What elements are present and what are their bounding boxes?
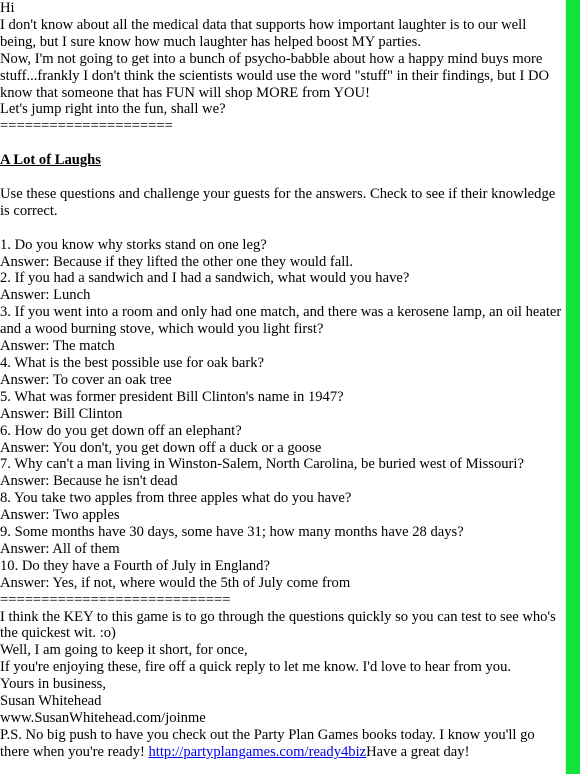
quiz-question: 3. If you went into a room and only had one match, and there was a kerosene lamp, an oil heater and a wood burning stove, which would you light first? bbox=[0, 304, 562, 338]
quiz-answer: Answer: Lunch bbox=[0, 287, 91, 304]
spacer bbox=[0, 220, 562, 237]
quiz-question: 1. Do you know why storks stand on one leg? bbox=[0, 236, 267, 253]
postscript bbox=[0, 727, 562, 761]
quiz-question: 9. Some months have 30 days, some have 31; how many months have 28 days? bbox=[0, 524, 464, 541]
divider: ===================== bbox=[0, 118, 173, 135]
quiz-answer: Answer: Yes, if not, where would the 5th of July come from bbox=[0, 574, 351, 591]
quiz-question: 10. Do they have a Fourth of July in England? bbox=[0, 557, 270, 574]
quiz-answer: Answer: The match bbox=[0, 338, 115, 355]
closing-paragraph: Well, I am going to keep it short, for once, bbox=[0, 642, 248, 659]
section-heading: A Lot of Laughs bbox=[0, 152, 101, 169]
spacer bbox=[0, 135, 562, 152]
signoff: Yours in business, bbox=[0, 676, 106, 693]
quiz-question: 5. What was former president Bill Clinton's name in 1947? bbox=[0, 388, 344, 405]
spacer bbox=[0, 169, 562, 186]
quiz-question: 7. Why can't a man living in Winston-Salem, North Carolina, be buried west of Missouri? bbox=[0, 456, 524, 473]
greeting: Hi bbox=[0, 0, 15, 16]
instructions: Use these questions and challenge your guests for the answers. Check to see if their knowledge is correct. bbox=[0, 185, 556, 219]
quiz-question: 6. How do you get down off an elephant? bbox=[0, 422, 242, 439]
sender-name: Susan Whitehead bbox=[0, 693, 102, 710]
quiz-answer: Answer: You don't, you get down off a duck or a goose bbox=[0, 439, 322, 456]
quiz-list bbox=[0, 237, 562, 592]
party-plan-games-link[interactable]: http://partyplangames.com/ready4biz bbox=[148, 743, 367, 760]
divider: ============================ bbox=[0, 591, 231, 608]
quiz-answer: Answer: All of them bbox=[0, 540, 120, 557]
intro-paragraph: Now, I'm not going to get into a bunch of psycho-babble about how a happy mind buys more stuff...frankly I don't think the scientists would use the word "stuff" in their findings, but I DO know that someone that has FUN will shop MORE from YOU! bbox=[0, 50, 550, 101]
postscript-farewell: Have a great day! bbox=[366, 743, 470, 760]
quiz-question: 2. If you had a sandwich and I had a sandwich, what would you have? bbox=[0, 270, 410, 287]
side-stripe bbox=[566, 0, 580, 774]
quiz-answer: Answer: Because if they lifted the other one they would fall. bbox=[0, 253, 353, 270]
quiz-answer: Answer: Two apples bbox=[0, 507, 120, 524]
quiz-answer: Answer: Bill Clinton bbox=[0, 405, 123, 422]
intro-paragraph: I don't know about all the medical data that supports how important laughter is to our well being, but I sure know how much laughter has helped boost MY parties. bbox=[0, 16, 527, 50]
intro-paragraph: Let's jump right into the fun, shall we? bbox=[0, 101, 226, 118]
closing-paragraph: I think the KEY to this game is to go through the questions quickly so you can test to see who's the quickest wit. :o) bbox=[0, 608, 556, 642]
quiz-question: 4. What is the best possible use for oak bark? bbox=[0, 354, 264, 371]
sender-website: www.SusanWhitehead.com/joinme bbox=[0, 710, 206, 727]
quiz-answer: Answer: Because he isn't dead bbox=[0, 473, 178, 490]
postscript-text: P.S. No big push to have you check out the Party Plan Games books today. I know you'll go there when you're ready! bbox=[0, 726, 535, 760]
closing-paragraph: If you're enjoying these, fire off a quick reply to let me know. I'd love to hear from you. bbox=[0, 659, 512, 676]
quiz-answer: Answer: To cover an oak tree bbox=[0, 371, 172, 388]
quiz-question: 8. You take two apples from three apples what do you have? bbox=[0, 490, 352, 507]
